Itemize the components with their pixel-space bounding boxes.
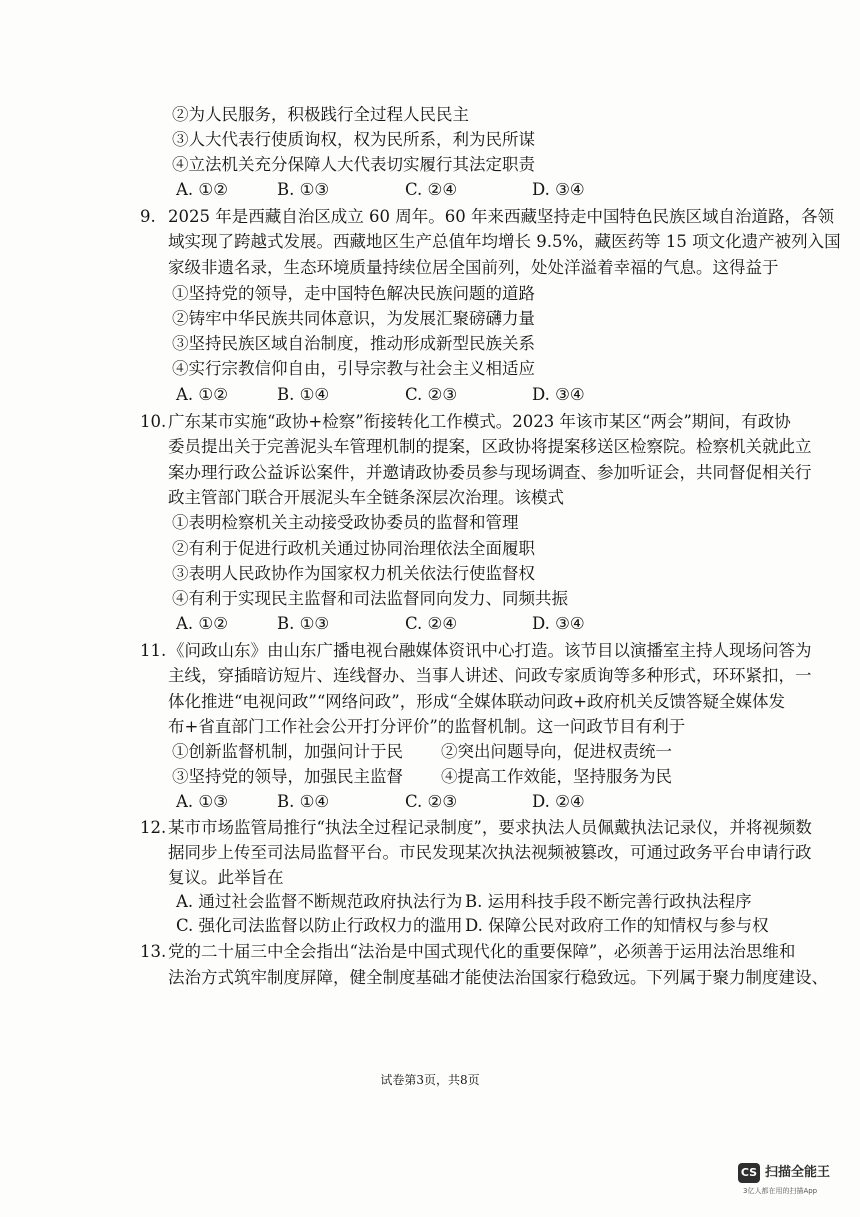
question-number: 13. <box>140 942 167 961</box>
question-stem-line: 案办理行政公益诉讼案件，并邀请政协委员参与现场调查、参加听证会，共同督促相关行 <box>168 463 812 482</box>
option-line: ②为人民服务，积极践行全过程人民民主 <box>172 105 469 124</box>
option-line: ①创新监督机制，加强问计于民 <box>172 742 403 761</box>
choice-b: B. 运用科技手段不断完善行政执法程序 <box>465 892 752 911</box>
question-number: 12. <box>140 818 167 837</box>
choice-b: B. ①③ <box>277 180 330 199</box>
choice-a: A. ①② <box>176 180 228 199</box>
question-stem-line: 委员提出关于完善泥头车管理机制的提案，区政协将提案移送区检察院。检察机关就此立 <box>168 437 812 456</box>
choice-b: B. ①④ <box>277 792 330 811</box>
question-stem-line: 广东某市实施“政协+检察”衔接转化工作模式。2023 年该市某区“两会”期间，有政协 <box>168 412 791 431</box>
option-line: ④有利于实现民主监督和司法监督同向发力、同频共振 <box>172 589 568 608</box>
option-line: ①表明检察机关主动接受政协委员的监督和管理 <box>172 513 519 532</box>
choice-c: C. 强化司法监督以防止行政权力的滥用 <box>176 916 463 935</box>
question-stem-line: 法治方式筑牢制度屏障，健全制度基础才能使法治国家行稳致远。下列属于聚力制度建设、 <box>168 968 828 987</box>
question-stem-line: 据同步上传至司法局监督平台。市民发现某次执法视频被篡改，可通过政务平台申请行政 <box>168 843 812 862</box>
option-line: ③人大代表行使质询权，权为民所系，利为民所谋 <box>172 130 535 149</box>
question-stem-line: 域实现了跨越式发展。西藏地区生产总值年均增长 9.5%，藏医药等 15 项文化遗产被列入国 <box>168 232 841 251</box>
option-line: ④立法机关充分保障人大代表切实履行其法定职责 <box>172 155 535 174</box>
choice-d: D. ③④ <box>532 385 585 404</box>
choice-a: A. ①② <box>176 385 228 404</box>
question-stem-line: 体化推进“电视问政”“网络问政”，形成“全媒体联动问政+政府机关反馈答疑全媒体发 <box>168 692 786 711</box>
scanner-tagline: 3亿人都在用的扫描App <box>743 1187 818 1195</box>
question-stem-line: 政主管部门联合开展泥头车全链条深层次治理。该模式 <box>168 488 564 507</box>
option-line: ④实行宗教信仰自由，引导宗教与社会主义相适应 <box>172 359 535 378</box>
option-line: ③表明人民政协作为国家权力机关依法行使监督权 <box>172 564 535 583</box>
question-stem-line: 2025 年是西藏自治区成立 60 周年。60 年来西藏坚持走中国特色民族区域自治道路，各领 <box>168 207 834 226</box>
choice-b: B. ①④ <box>277 385 330 404</box>
choice-d: D. ③④ <box>532 614 585 633</box>
choice-a: A. ①③ <box>176 792 228 811</box>
option-line: ④提高工作效能，坚持服务为民 <box>441 767 672 786</box>
choice-a: A. 通过社会监督不断规范政府执法行为 <box>176 892 463 911</box>
question-stem-line: 主线，穿插暗访短片、连线督办、当事人讲述、问政专家质询等多种形式，环环紧扣，一 <box>168 666 812 685</box>
question-stem-line: 复议。此举旨在 <box>168 868 284 887</box>
choice-d: D. 保障公民对政府工作的知情权与参与权 <box>465 916 769 935</box>
scanner-logo-icon: CS <box>738 1163 760 1183</box>
scanner-app-name: 扫描全能王 <box>765 1165 831 1180</box>
question-stem-line: 布+省直部门工作社会公开打分评价”的监督机制。这一问政节目有利于 <box>168 717 686 736</box>
option-line: ②铸牢中华民族共同体意识，为发展汇聚磅礴力量 <box>172 309 535 328</box>
page-footer: 试卷第3页，共8页 <box>380 1073 480 1087</box>
question-number: 10. <box>140 412 167 431</box>
option-line: ③坚持民族区域自治制度，推动形成新型民族关系 <box>172 334 535 353</box>
question-stem-line: 党的二十届三中全会指出“法治是中国式现代化的重要保障”，必须善于运用法治思维和 <box>168 942 796 961</box>
question-stem-line: 家级非遗名录，生态环境质量持续位居全国前列，处处洋溢着幸福的气息。这得益于 <box>168 258 779 277</box>
choice-d: D. ②④ <box>532 792 585 811</box>
choice-c: C. ②③ <box>405 792 458 811</box>
question-number: 9. <box>140 207 156 226</box>
option-line: ②有利于促进行政机关通过协同治理依法全面履职 <box>172 539 535 558</box>
option-line: ②突出问题导向，促进权责统一 <box>441 742 672 761</box>
choice-c: C. ②④ <box>405 614 458 633</box>
question-stem-line: 某市市场监管局推行“执法全过程记录制度”，要求执法人员佩戴执法记录仪，并将视频数 <box>168 818 812 837</box>
question-number: 11. <box>140 641 167 660</box>
choice-b: B. ①③ <box>277 614 330 633</box>
question-stem-line: 《问政山东》由山东广播电视台融媒体资讯中心打造。该节目以演播室主持人现场问答为 <box>168 641 812 660</box>
choice-c: C. ②③ <box>405 385 458 404</box>
option-line: ③坚持党的领导，加强民主监督 <box>172 767 403 786</box>
choice-a: A. ①② <box>176 614 228 633</box>
choice-d: D. ③④ <box>532 180 585 199</box>
option-line: ①坚持党的领导，走中国特色解决民族问题的道路 <box>172 284 535 303</box>
choice-c: C. ②④ <box>405 180 458 199</box>
